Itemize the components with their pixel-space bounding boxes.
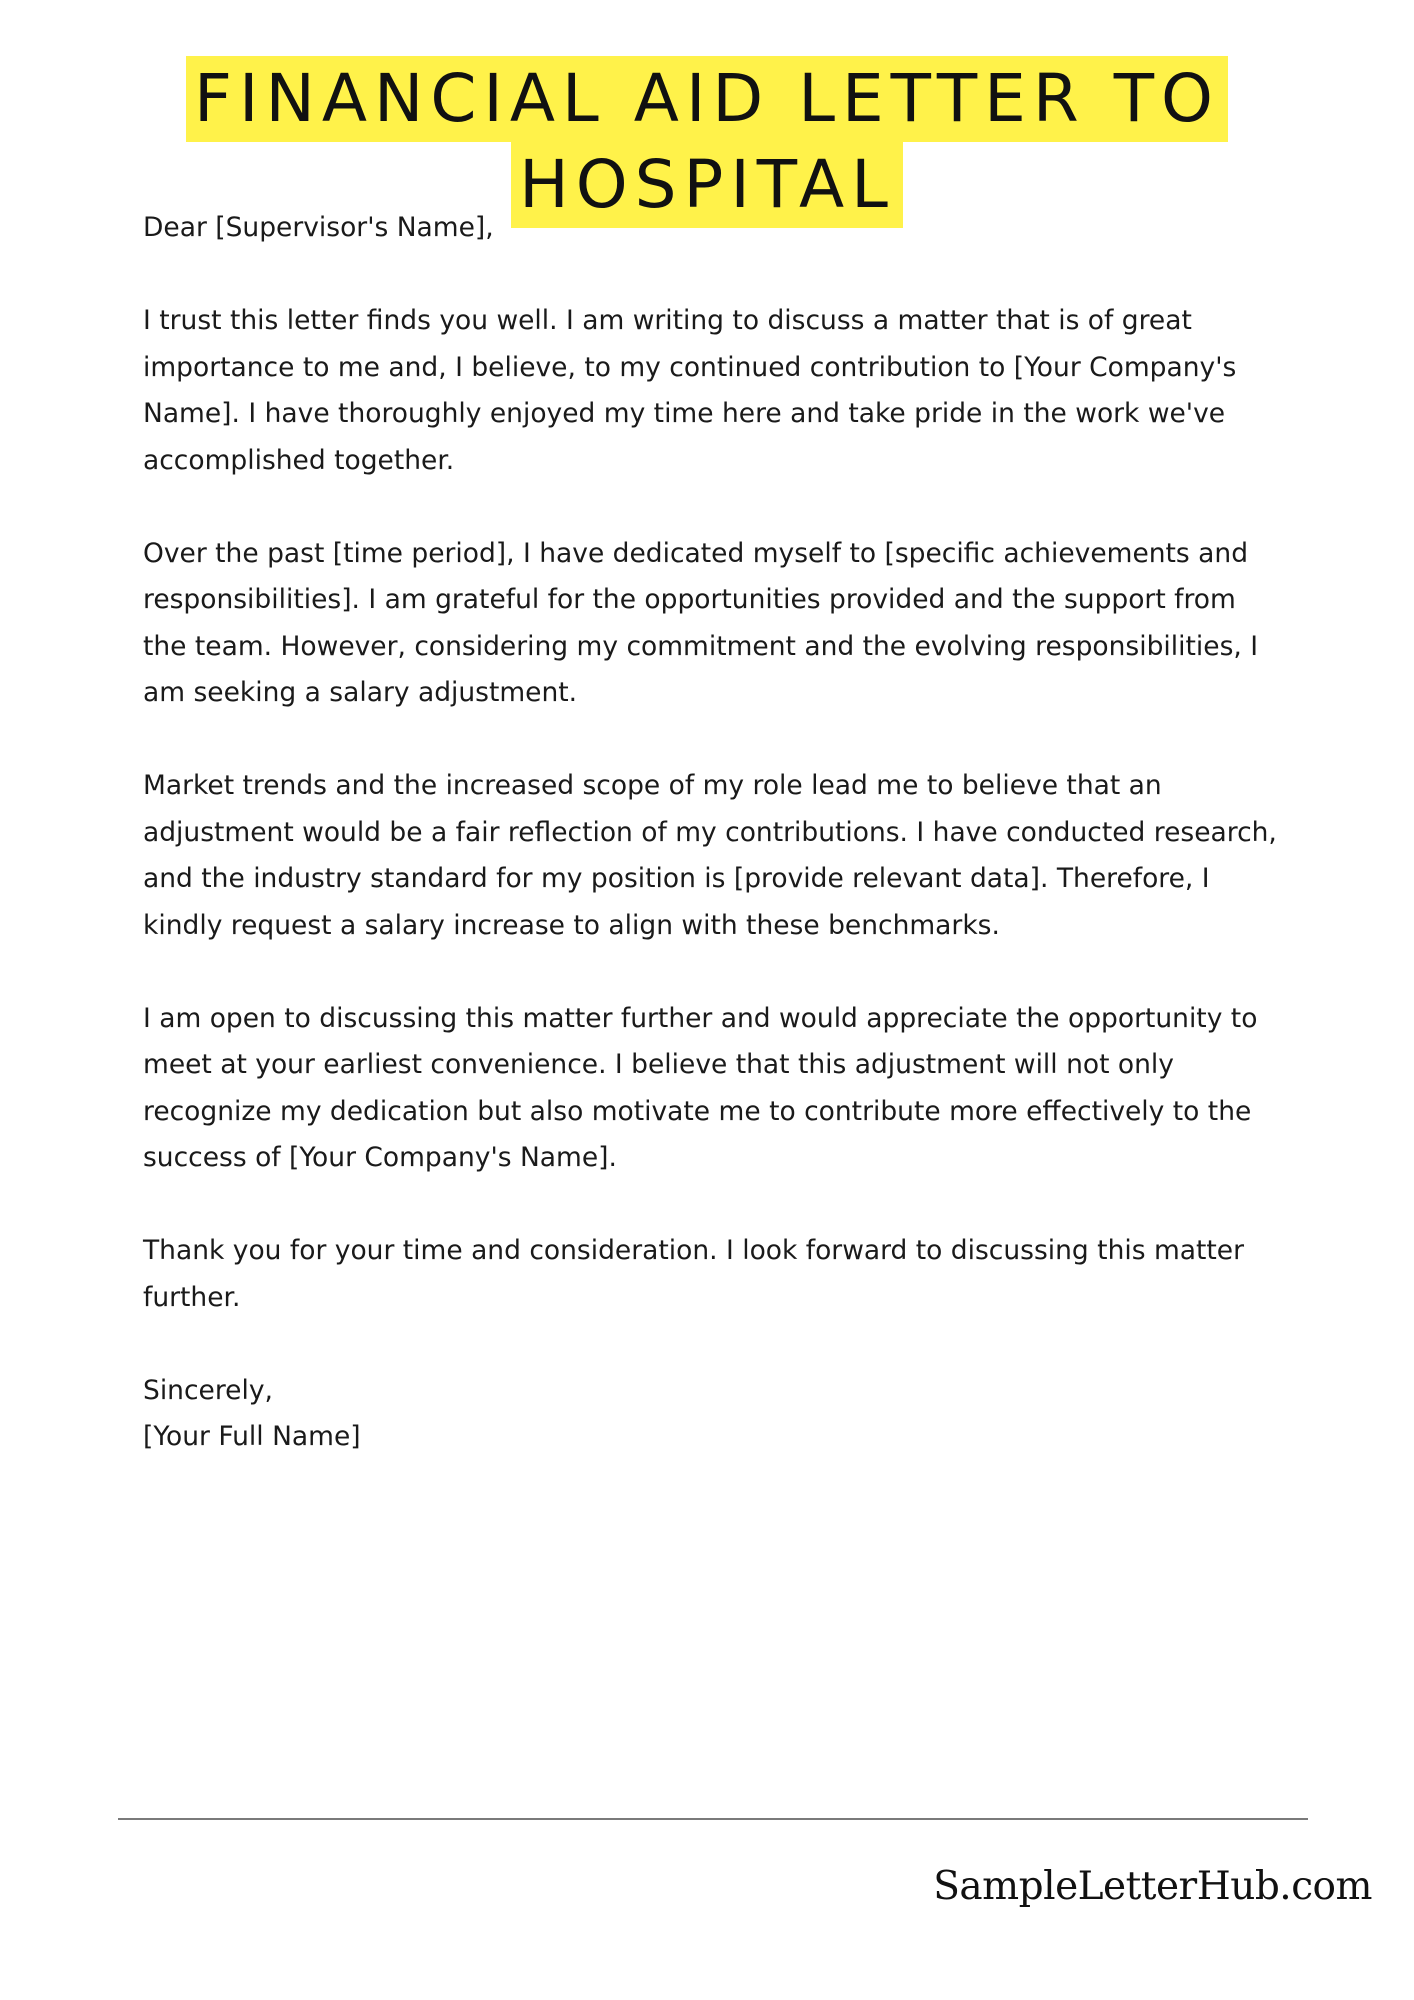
paragraph-1: I trust this letter finds you well. I am writing to discuss a matter that is of great importance to me and, I believe, to my continued contribution to [Your Company's Name]. I have thoroughly enjoyed my time here and take pride in the work we've accomplished together. [143, 305, 1237, 476]
document-title [0, 56, 1414, 228]
salutation: Dear [Supervisor's Name], [143, 212, 494, 243]
footer-divider [118, 1818, 1308, 1820]
signature: [Your Full Name] [143, 1421, 361, 1452]
title-line-1: FINANCIAL AID LETTER TO [186, 56, 1228, 142]
letter-body [143, 205, 1283, 1461]
title-line-2: HOSPITAL [511, 142, 903, 228]
brand-logo-text: SampleLetterHub.com [933, 1864, 1372, 1909]
paragraph-2: Over the past [time period], I have dedicated myself to [specific achievements and responsibilities]. I am grateful for the opportunities provided and the support from the team. However, considering my commitment and the evolving responsibilities, I am seeking a salary adjustment. [143, 537, 1259, 708]
paragraph-4: I am open to discussing this matter further and would appreciate the opportunity to meet at your earliest convenience. I believe that this adjustment will not only recognize my dedication but also motivate me to contribute more effectively to the success of [Your Company's Name]. [143, 1002, 1258, 1173]
paragraph-3: Market trends and the increased scope of my role lead me to believe that an adjustment would be a fair reflection of my contributions. I have conducted research, and the industry standard for my position is [provide relevant data]. Therefore, I kindly request a salary increase to align with these benchmarks. [143, 770, 1277, 941]
paragraph-5: Thank you for your time and consideration. I look forward to discussing this matter further. [143, 1235, 1244, 1313]
closing: Sincerely, [143, 1374, 273, 1406]
